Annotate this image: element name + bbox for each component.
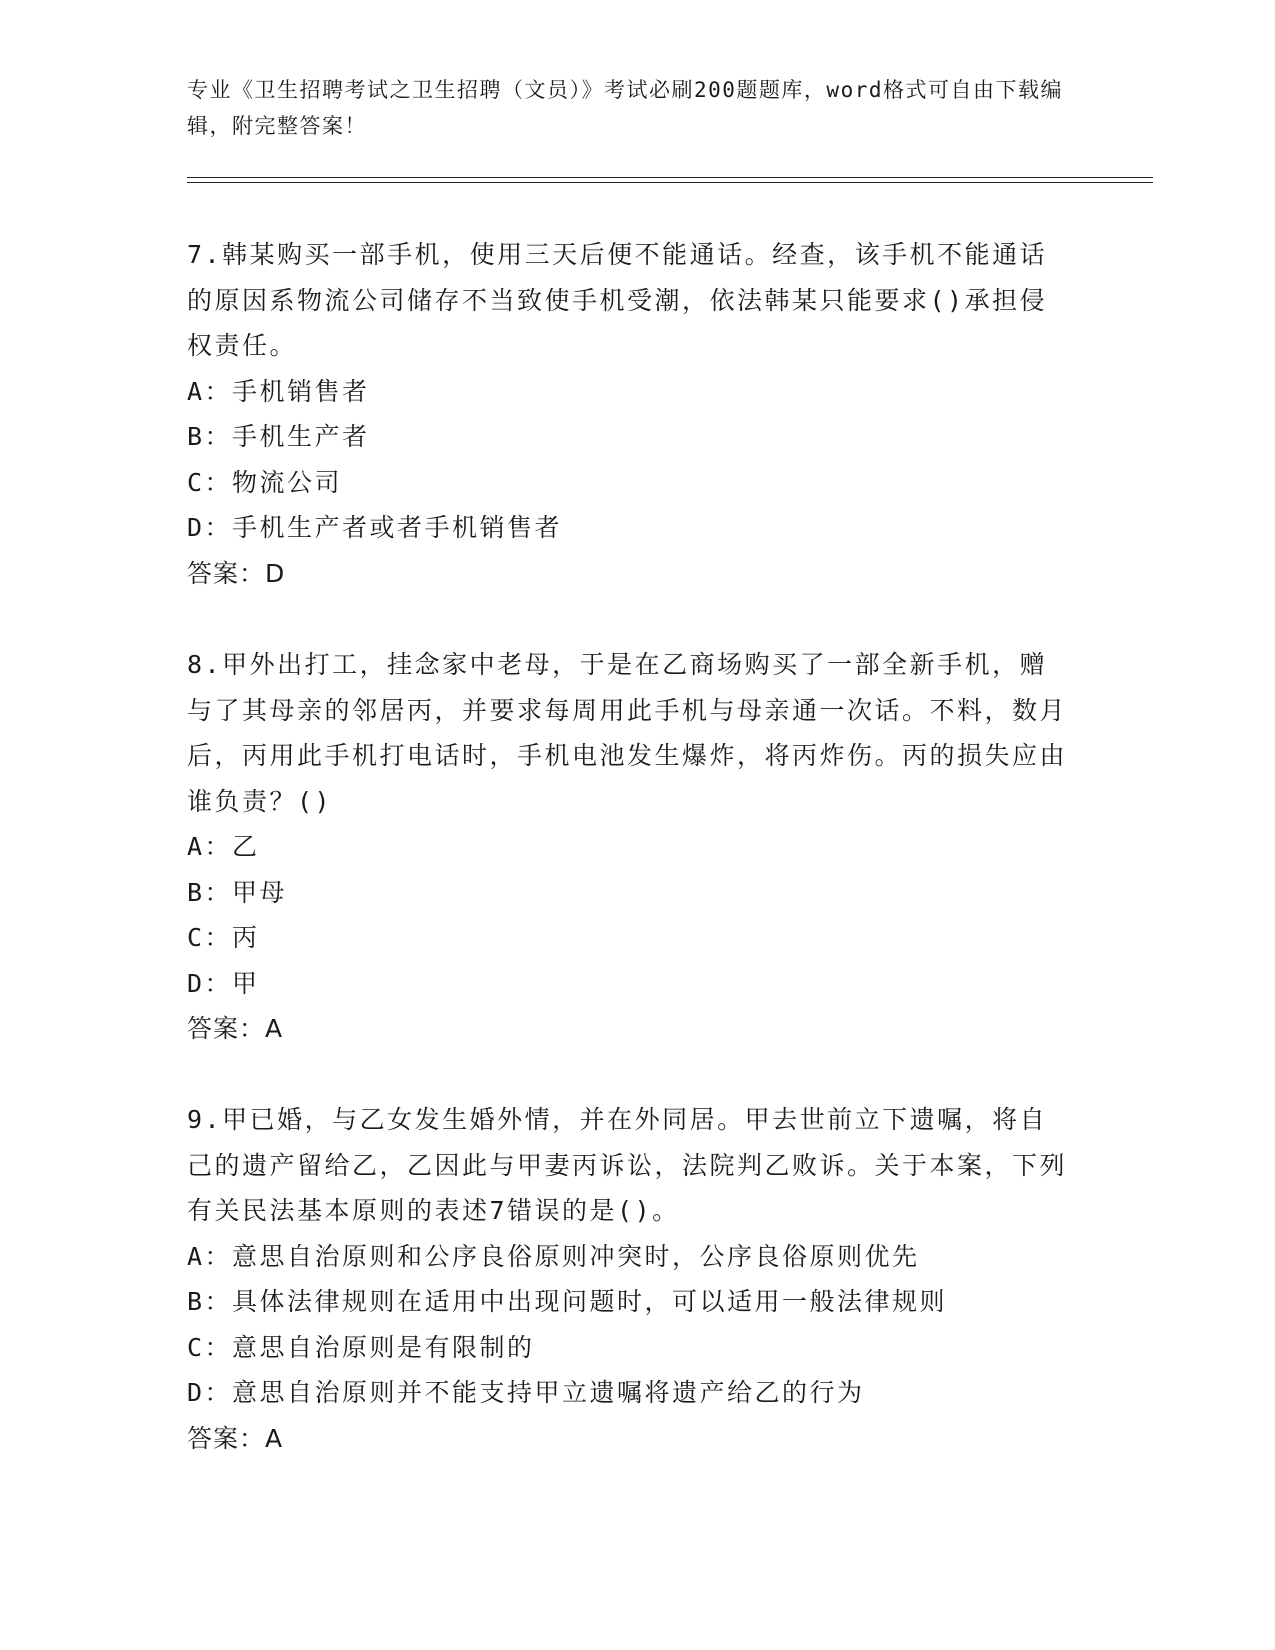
question-stem: 7.韩某购买一部手机，使用三天后便不能通话。经查，该手机不能通话的原因系物流公司储存不当致使手机受潮，依法韩某只能要求()承担侵权责任。 [187,240,1048,360]
question-9 [187,1097,1067,1461]
option-d: D：意思自治原则并不能支持甲立遗嘱将遗产给乙的行为 [187,1378,865,1407]
header-divider-bottom [187,182,1153,183]
option-d: D：甲 [187,968,260,998]
option-a: A：意思自治原则和公序良俗原则冲突时，公序良俗原则优先 [187,1241,920,1271]
option-a: A：乙 [187,832,260,861]
option-b: B：手机生产者 [187,422,370,451]
answer-line: 答案：D [187,558,286,588]
option-a: A：手机销售者 [187,376,370,406]
answer-line: 答案：A [187,1014,284,1043]
header-divider-top [187,177,1153,178]
option-d: D：手机生产者或者手机销售者 [187,513,563,542]
option-c: C：意思自治原则是有限制的 [187,1332,535,1362]
option-b: B：甲母 [187,877,288,907]
document-header: 专业《卫生招聘考试之卫生招聘（文员）》考试必刷200题题库，word格式可自由下载编辑，附完整答案！ [187,78,1063,138]
option-c: C：丙 [187,923,260,952]
option-b: B：具体法律规则在适用中出现问题时，可以适用一般法律规则 [187,1287,948,1316]
question-stem: 9.甲已婚，与乙女发生婚外情，并在外同居。甲去世前立下遗嘱，将自己的遗产留给乙，乙因此与甲妻丙诉讼，法院判乙败诉。关于本案，下列有关民法基本原则的表述7错误的是()。 [187,1105,1068,1225]
answer-line: 答案：A [187,1423,284,1453]
question-8 [187,642,1067,1052]
question-7 [187,232,1067,596]
option-c: C：物流公司 [187,467,343,497]
question-stem: 8.甲外出打工，挂念家中老母，于是在乙商场购买了一部全新手机，赠与了其母亲的邻居丙，并要求每周用此手机与母亲通一次话。不料，数月后，丙用此手机打电话时，手机电池发生爆炸，将丙炸伤。丙的损失应由谁负责？() [187,650,1068,816]
